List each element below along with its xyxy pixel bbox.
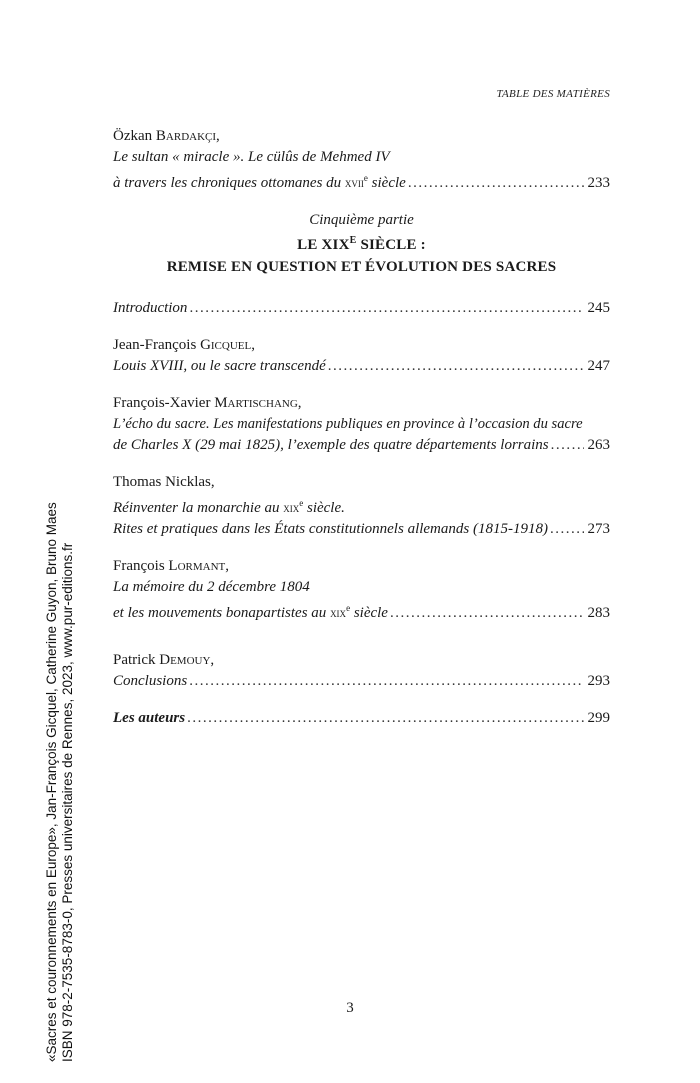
page-ref: 247	[587, 358, 610, 374]
entry-title-line: Réinventer la monarchie au xix$^e$ siècle.	[113, 498, 345, 516]
part-heading	[113, 210, 610, 278]
dot-leader	[551, 435, 584, 456]
toc-entry-nicklas	[113, 472, 610, 540]
entry-author: Thomas Nicklas,	[113, 474, 215, 490]
entry-title-leader[interactable]	[113, 168, 610, 194]
entry-title-leader[interactable]	[113, 671, 610, 692]
dot-leader	[328, 356, 584, 377]
part-subtitle: REMISE EN QUESTION ET ÉVOLUTION DES SACRES	[166, 259, 557, 275]
entry-title-line: L’écho du sacre. Les manifestations publiques en province à l’occasion du sacre	[113, 416, 583, 432]
dot-leader	[390, 603, 584, 624]
entry-title: Louis XVIII, ou le sacre transcendé	[113, 358, 326, 374]
entry-author: François-Xavier Martischang,	[113, 395, 302, 411]
entry-title: Introduction	[113, 300, 188, 316]
entry-title-line: Rites et pratiques dans les États constitutionnels allemands (1815-1918)	[113, 521, 548, 537]
entry-title-leader[interactable]	[113, 598, 610, 624]
toc-entry-gicquel	[113, 335, 610, 377]
dot-leader	[189, 671, 584, 692]
entry-author: Özkan Bardakçı,	[113, 128, 220, 144]
page-ref: 263	[587, 437, 610, 453]
entry-title: Conclusions	[113, 673, 188, 689]
entry-title-leader[interactable]	[113, 708, 610, 729]
running-head: TABLE DES MATIÈRES	[496, 88, 610, 100]
entry-title-leader[interactable]	[113, 298, 610, 319]
dot-leader	[550, 519, 584, 540]
page-ref: 293	[587, 673, 610, 689]
toc-entry-auteurs	[113, 708, 610, 729]
copyright-side-note	[44, 502, 75, 1062]
part-label: Cinquième partie	[309, 212, 414, 228]
toc-entry-introduction	[113, 298, 610, 319]
entry-title-line: Le sultan « miracle ». Le cülûs de Mehmed IV	[113, 149, 390, 165]
side-note-line: ISBN 978-2-7535-8783-0, Presses universitaires de Rennes, 2023, www.pur-editions.fr	[59, 542, 75, 1062]
toc-entry-bardakci	[113, 126, 610, 194]
entry-author: Jean-François Gicquel,	[113, 337, 255, 353]
entry-title-leader[interactable]	[113, 519, 610, 540]
page-ref: 245	[587, 300, 610, 316]
entry-title-line: et les mouvements bonapartistes au xix$^e$ siècle	[113, 603, 388, 621]
dot-leader	[187, 708, 584, 729]
page-number: 3	[346, 1000, 354, 1016]
entry-author: François Lormant,	[113, 558, 230, 574]
entry-title: Les auteurs	[113, 710, 186, 726]
entry-title-line: de Charles X (29 mai 1825), l’exemple des quatre départements lorrains	[113, 437, 549, 453]
entry-title-line: La mémoire du 2 décembre 1804	[113, 579, 310, 595]
entry-author: Patrick Demouy,	[113, 652, 215, 668]
table-of-contents	[113, 126, 610, 745]
toc-entry-lormant	[113, 556, 610, 624]
page-ref: 299	[587, 710, 610, 726]
entry-title-leader[interactable]	[113, 435, 610, 456]
entry-title-leader[interactable]	[113, 356, 610, 377]
entry-title-line: à travers les chroniques ottomanes du xvii$^e$ siècle	[113, 173, 406, 191]
page-ref: 283	[587, 605, 610, 621]
page-ref: 233	[587, 175, 610, 191]
side-note-line: «Sacres et couronnements en Europe», Jan-François Gicquel, Catherine Guyon, Bruno Maes	[44, 502, 59, 1062]
part-title: LE $XIX^E$ SIÈCLE :	[297, 235, 426, 253]
page-ref: 273	[587, 521, 610, 537]
dot-leader	[408, 173, 584, 194]
toc-entry-demouy	[113, 650, 610, 692]
toc-entry-martischang	[113, 393, 610, 456]
dot-leader	[189, 298, 584, 319]
